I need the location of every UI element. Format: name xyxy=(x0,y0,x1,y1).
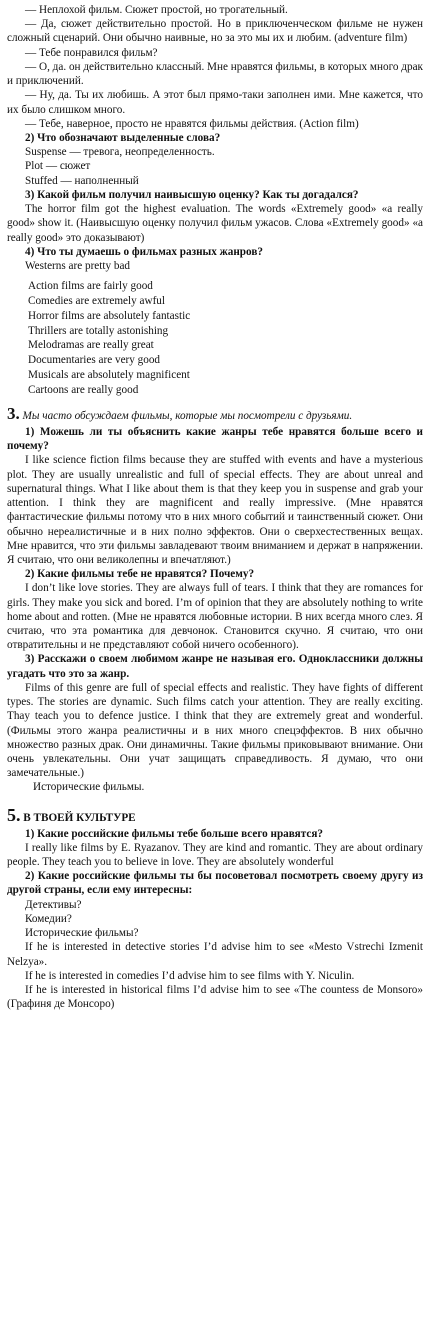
section-number: 3. xyxy=(7,404,20,424)
dialogue-line: — Ну, да. Ты их любишь. А этот был прямо-таки заполнен ими. Мне кажется, что их было слишком много. xyxy=(7,89,423,116)
genre-opinion-list xyxy=(7,279,423,397)
dialogue-line: — Неплохой фильм. Сюжет простой, но трогательный. xyxy=(25,4,288,16)
question-heading: 1) Какие российские фильмы тебе больше всего нравятся? xyxy=(25,827,323,840)
task-text: Мы часто обсуждаем фильмы, которые мы посмотрели с друзьями. xyxy=(22,410,353,423)
genre-option: Детективы? xyxy=(25,898,82,911)
question-heading: 4) Что ты думаешь о фильмах разных жанров? xyxy=(25,245,263,258)
genre-option: Исторические фильмы? xyxy=(25,927,139,940)
section-number: 5. xyxy=(7,804,21,825)
list-item: Thrillers are totally astonishing xyxy=(28,324,169,337)
list-item: Musicals are absolutely magnificent xyxy=(28,368,190,381)
question-heading: 2) Что обозначают выделенные слова? xyxy=(25,131,221,144)
list-item: Melodramas are really great xyxy=(28,339,154,352)
list-item: Comedies are extremely awful xyxy=(28,294,165,307)
answer-paragraph: I really like films by E. Ryazanov. They are kind and romantic. They are about ordinary people. They teach you to believe in love. They are absolutely wonderful xyxy=(7,841,423,868)
dialogue-line: — Да, сюжет действительно простой. Но в приключенческом фильме не нужен сложный сценарий. Они обычно наивные, но за это мы их и любим. (adventure film) xyxy=(7,18,423,45)
dialogue-line: — Тебе понравился фильм? xyxy=(25,46,158,59)
vocab-item: Stuffed — наполненный xyxy=(25,174,139,187)
question-heading: 2) Какие российские фильмы ты бы посоветовал посмотреть своему другу из другой страны, если ему интересны: xyxy=(7,870,423,897)
answer-paragraph: I like science fiction films because they are stuffed with events and have a mysterious plot. They are usually unrealistic and full of special effects. They are about unreal and supernatural things. What I like about them is that they keep you in suspense and grab your attention. I think they are magnificent and really impressive. (Мне нравятся фантастические фильмы потому что в них много событий и таинственный сюжет. Они обычно нереалистичные и в них полно эффектов. Они о сверхестественных вещах. Мне нравится, что эти фильмы завладевают твоим вниманием и держат в напряжении. Я считаю, что они великолепны и впечатляют.) xyxy=(7,454,423,566)
vocab-item: Plot — сюжет xyxy=(25,160,91,173)
section-title: В ТВОЕЙ КУЛЬТУРЕ xyxy=(23,811,136,824)
question-heading: 3) Какой фильм получил наивысшую оценку? Как ты догадался? xyxy=(25,188,359,201)
question-heading: 3) Расскажи о своем любимом жанре не называя его. Одноклассники должны угадать что это за жанр. xyxy=(7,653,423,680)
list-item: Documentaries are very good xyxy=(28,354,161,367)
vocab-item: Suspense — тревога, неопределенность. xyxy=(25,146,215,159)
question-heading: 2) Какие фильмы тебе не нравятся? Почему? xyxy=(25,568,255,581)
advice-paragraph: If he is interested in comedies I’d advise him to see films with Y. Niculin. xyxy=(25,969,355,982)
list-item: Action films are fairly good xyxy=(28,280,153,293)
dialogue-line: — О, да. он действительно классный. Мне нравятся фильмы, в которых много драк и приключений. xyxy=(7,60,423,88)
section-3-heading xyxy=(7,403,423,425)
genre-answer: Исторические фильмы. xyxy=(33,781,145,794)
list-item: Westerns are pretty bad xyxy=(25,259,131,272)
list-item: Cartoons are really good xyxy=(28,383,139,396)
section-5-heading xyxy=(7,804,423,827)
dialogue-line: — Тебе, наверное, просто не нравятся фильмы действия. (Action film) xyxy=(25,117,359,130)
answer-paragraph: The horror film got the highest evaluation. The words «Extremely good» «a really good» show it. (Наивысшую оценку получил фильм ужасов. Слова «Extremely good» «a really good» это доказывают) xyxy=(7,203,423,244)
answer-paragraph: Films of this genre are full of special effects and realistic. They have fights of different types. The stories are dynamic. Such films catch your attention. They are really exciting. Thay teach you to defence justice. I think that they are extremely great and wonderful. (Фильмы этого жанра реалистичны и в них много спецэффектов. В них обычно множество разных драк. Они динамичны. Такие фильмы приковывают внимание. Они очень увлекательны. Они учат защищать справедливость. Я думаю, что они замечательные.) xyxy=(7,681,423,780)
genre-option: Комедии? xyxy=(25,912,72,925)
advice-paragraph: If he is interested in detective stories I’d advise him to see «Mesto Vstrechi Izmenit Nelzya». xyxy=(7,941,423,968)
question-heading: 1) Можешь ли ты объяснить какие жанры тебе нравятся больше всего и почему? xyxy=(7,425,423,453)
answer-paragraph: I don’t like love stories. They are always full of tears. I think that they are romances for girls. They make you sick and bored. I’m of opinion that they are absolutely nothing to write home about and rotten. (Мне не нравятся любовные истории. В них всегда много слез. Я считаю, что эта романтика для девчонок. Становится скучно. Я считаю, что они отвратительны и не представляют собой ничего особенного). xyxy=(7,582,423,652)
advice-paragraph: If he is interested in historical films I’d advise him to see «The countess de Monsoro» (Графиня де Монсоро) xyxy=(7,983,423,1011)
list-item: Horror films are absolutely fantastic xyxy=(28,309,191,322)
